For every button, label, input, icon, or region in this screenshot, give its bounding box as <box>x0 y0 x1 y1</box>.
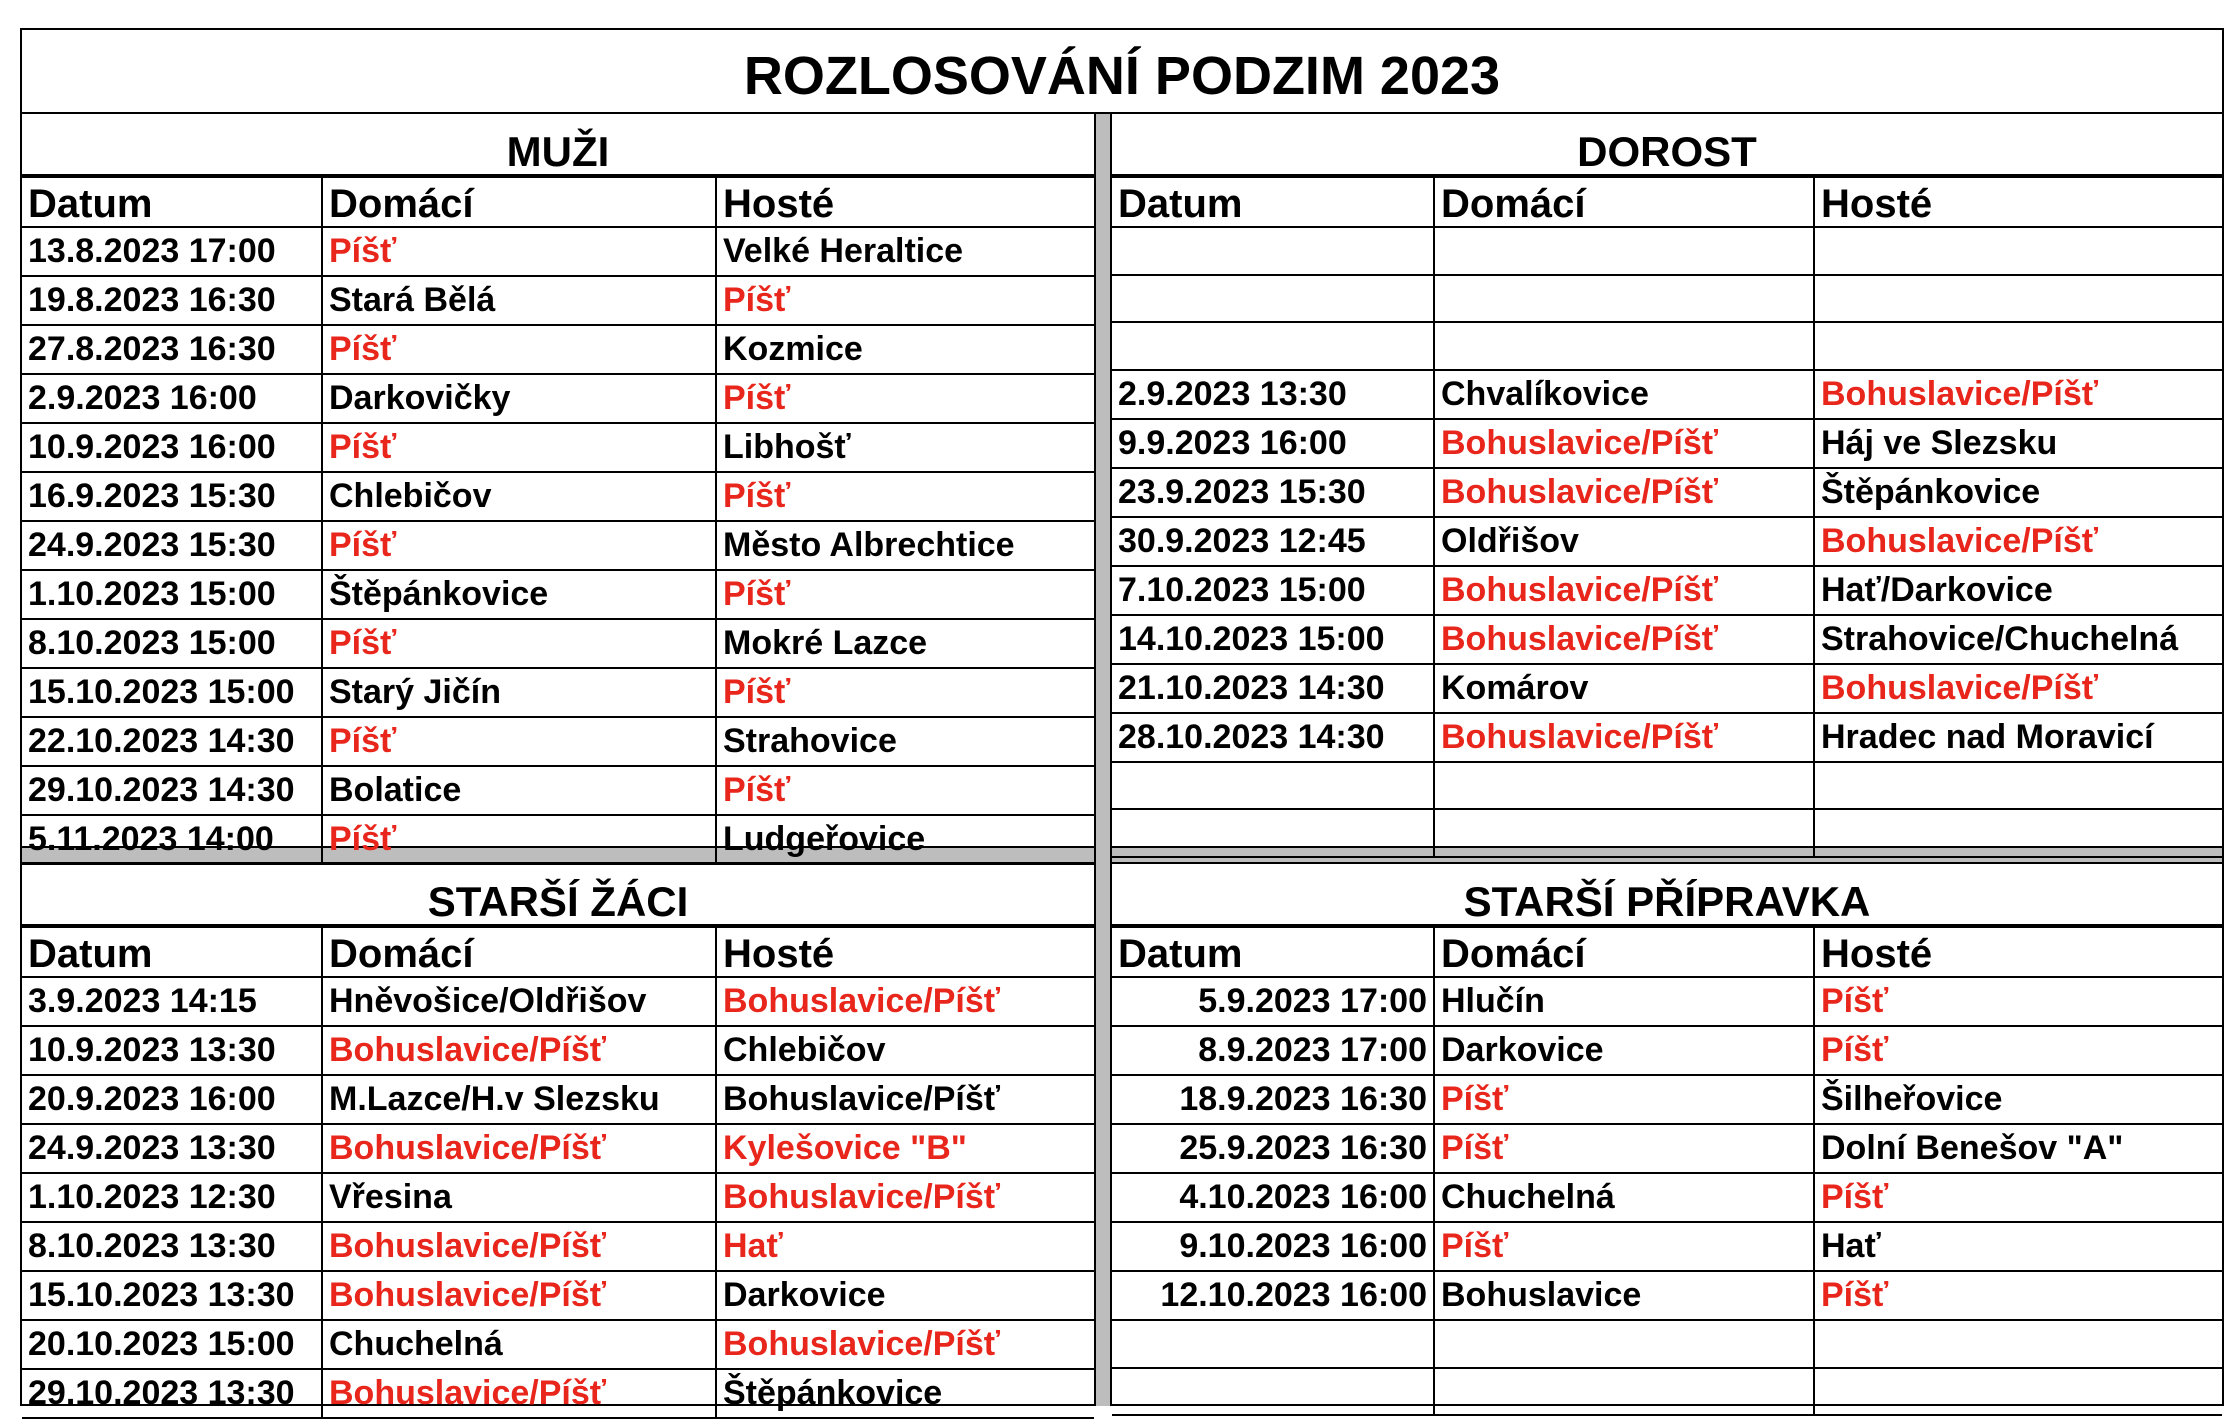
table-row <box>1112 1222 2222 1271</box>
table-row <box>22 1222 1094 1271</box>
away-team: Píšť <box>716 766 1094 815</box>
match-date <box>1112 762 1434 810</box>
table-row <box>1112 1271 2222 1320</box>
away-team: Štěpánkovice <box>716 1369 1094 1418</box>
away-team <box>1814 322 2222 370</box>
home-team: Píšť <box>1434 1222 1814 1271</box>
table-header-row <box>22 927 1094 977</box>
match-date: 16.9.2023 15:30 <box>22 472 322 521</box>
schedule-table <box>1112 176 2222 858</box>
table-row <box>1112 809 2222 857</box>
home-team: Hlučín <box>1434 977 1814 1026</box>
away-team: Hať/Darkovice <box>1814 566 2222 615</box>
schedule-table <box>22 176 1094 865</box>
table-row <box>1112 419 2222 468</box>
away-team: Šilheřovice <box>1814 1075 2222 1124</box>
match-date: 9.9.2023 16:00 <box>1112 419 1434 468</box>
match-date: 19.8.2023 16:30 <box>22 276 322 325</box>
match-date: 3.9.2023 14:15 <box>22 977 322 1026</box>
match-date: 8.10.2023 15:00 <box>22 619 322 668</box>
home-team: Darkovice <box>1434 1026 1814 1075</box>
section-dorost <box>1112 114 2222 846</box>
home-team: Bohuslavice/Píšť <box>322 1222 716 1271</box>
table-row <box>1112 1026 2222 1075</box>
table-row <box>22 423 1094 472</box>
table-row <box>1112 322 2222 370</box>
home-team: Píšť <box>322 815 716 864</box>
match-date: 4.10.2023 16:00 <box>1112 1173 1434 1222</box>
table-row <box>22 1026 1094 1075</box>
table-row <box>1112 615 2222 664</box>
table-row <box>22 1173 1094 1222</box>
home-team: Píšť <box>322 325 716 374</box>
away-team: Dolní Benešov "A" <box>1814 1124 2222 1173</box>
table-row <box>22 276 1094 325</box>
table-row <box>22 1075 1094 1124</box>
home-team: Darkovičky <box>322 374 716 423</box>
away-team: Píšť <box>1814 977 2222 1026</box>
schedule-table <box>22 926 1094 1419</box>
table-row <box>22 374 1094 423</box>
home-team: Bohuslavice/Píšť <box>1434 566 1814 615</box>
home-team: Chlebičov <box>322 472 716 521</box>
table-row <box>1112 227 2222 275</box>
match-date: 15.10.2023 13:30 <box>22 1271 322 1320</box>
match-date: 1.10.2023 12:30 <box>22 1173 322 1222</box>
home-team: Chvalíkovice <box>1434 370 1814 419</box>
table-row <box>1112 1368 2222 1416</box>
away-team: Píšť <box>1814 1026 2222 1075</box>
home-team: Píšť <box>1434 1075 1814 1124</box>
table-row <box>1112 762 2222 810</box>
table-row <box>22 472 1094 521</box>
vertical-divider <box>1094 114 1112 1406</box>
home-team <box>1434 762 1814 810</box>
table-row <box>22 668 1094 717</box>
match-date <box>1112 1320 1434 1368</box>
home-team: Píšť <box>322 423 716 472</box>
away-team <box>1814 1320 2222 1368</box>
away-team: Háj ve Slezsku <box>1814 419 2222 468</box>
column-header-home: Domácí <box>1434 927 1814 977</box>
home-team: Štěpánkovice <box>322 570 716 619</box>
home-team: Chuchelná <box>1434 1173 1814 1222</box>
match-date: 10.9.2023 16:00 <box>22 423 322 472</box>
away-team: Bohuslavice/Píšť <box>1814 664 2222 713</box>
table-row <box>22 570 1094 619</box>
table-row <box>22 227 1094 276</box>
match-date: 1.10.2023 15:00 <box>22 570 322 619</box>
match-date: 24.9.2023 13:30 <box>22 1124 322 1173</box>
column-header-home: Domácí <box>322 177 716 227</box>
match-date: 5.9.2023 17:00 <box>1112 977 1434 1026</box>
match-date: 8.9.2023 17:00 <box>1112 1026 1434 1075</box>
page-title: ROZLOSOVÁNÍ PODZIM 2023 <box>22 30 2222 114</box>
match-date <box>1112 275 1434 323</box>
match-date: 9.10.2023 16:00 <box>1112 1222 1434 1271</box>
away-team: Píšť <box>716 570 1094 619</box>
away-team: Píšť <box>716 276 1094 325</box>
away-team: Bohuslavice/Píšť <box>1814 370 2222 419</box>
away-team: Píšť <box>1814 1173 2222 1222</box>
home-team: Bohuslavice <box>1434 1271 1814 1320</box>
home-team: Chuchelná <box>322 1320 716 1369</box>
match-date: 13.8.2023 17:00 <box>22 227 322 276</box>
table-row <box>1112 977 2222 1026</box>
table-row <box>1112 275 2222 323</box>
away-team: Hať <box>716 1222 1094 1271</box>
match-date: 23.9.2023 15:30 <box>1112 468 1434 517</box>
home-team <box>1434 809 1814 857</box>
home-team: Stará Bělá <box>322 276 716 325</box>
home-team: Píšť <box>1434 1124 1814 1173</box>
match-date: 27.8.2023 16:30 <box>22 325 322 374</box>
match-date <box>1112 809 1434 857</box>
away-team: Darkovice <box>716 1271 1094 1320</box>
home-team: Píšť <box>322 227 716 276</box>
match-date: 7.10.2023 15:00 <box>1112 566 1434 615</box>
away-team: Strahovice/Chuchelná <box>1814 615 2222 664</box>
column-header-date: Datum <box>1112 927 1434 977</box>
away-team: Chlebičov <box>716 1026 1094 1075</box>
away-team <box>1814 762 2222 810</box>
away-team: Píšť <box>1814 1271 2222 1320</box>
match-date: 12.10.2023 16:00 <box>1112 1271 1434 1320</box>
match-date: 2.9.2023 13:30 <box>1112 370 1434 419</box>
table-row <box>1112 1124 2222 1173</box>
away-team: Píšť <box>716 374 1094 423</box>
home-team: Píšť <box>322 619 716 668</box>
table-row <box>1112 713 2222 762</box>
away-team: Bohuslavice/Píšť <box>716 1173 1094 1222</box>
column-header-away: Hosté <box>716 177 1094 227</box>
away-team: Kylešovice "B" <box>716 1124 1094 1173</box>
table-row <box>1112 517 2222 566</box>
match-date: 25.9.2023 16:30 <box>1112 1124 1434 1173</box>
table-row <box>22 717 1094 766</box>
away-team: Ludgeřovice <box>716 815 1094 864</box>
home-team: Vřesina <box>322 1173 716 1222</box>
home-team: Bohuslavice/Píšť <box>1434 615 1814 664</box>
away-team: Bohuslavice/Píšť <box>716 977 1094 1026</box>
column-header-away: Hosté <box>1814 927 2222 977</box>
section-title: STARŠÍ PŘÍPRAVKA <box>1112 864 2222 926</box>
table-row <box>22 766 1094 815</box>
table-row <box>22 325 1094 374</box>
match-date: 10.9.2023 13:30 <box>22 1026 322 1075</box>
away-team: Hať <box>1814 1222 2222 1271</box>
match-date: 15.10.2023 15:00 <box>22 668 322 717</box>
table-row <box>22 1369 1094 1418</box>
match-date: 30.9.2023 12:45 <box>1112 517 1434 566</box>
column-header-away: Hosté <box>716 927 1094 977</box>
column-header-home: Domácí <box>322 927 716 977</box>
match-date: 28.10.2023 14:30 <box>1112 713 1434 762</box>
home-team: Bohuslavice/Píšť <box>322 1369 716 1418</box>
away-team: Bohuslavice/Píšť <box>716 1075 1094 1124</box>
table-row <box>22 1271 1094 1320</box>
away-team: Píšť <box>716 668 1094 717</box>
away-team: Štěpánkovice <box>1814 468 2222 517</box>
away-team: Bohuslavice/Píšť <box>716 1320 1094 1369</box>
home-team <box>1434 1320 1814 1368</box>
section-title: DOROST <box>1112 114 2222 176</box>
match-date: 24.9.2023 15:30 <box>22 521 322 570</box>
section-starsi-pripravka <box>1112 864 2222 1406</box>
home-team: Bohuslavice/Píšť <box>1434 468 1814 517</box>
away-team: Strahovice <box>716 717 1094 766</box>
table-row <box>1112 664 2222 713</box>
table-row <box>1112 1075 2222 1124</box>
home-team: Starý Jičín <box>322 668 716 717</box>
home-team <box>1434 227 1814 275</box>
home-team: Bohuslavice/Píšť <box>1434 713 1814 762</box>
section-muzi <box>22 114 1094 858</box>
table-header-row <box>1112 177 2222 227</box>
home-team: Bolatice <box>322 766 716 815</box>
match-date: 8.10.2023 13:30 <box>22 1222 322 1271</box>
schedule-sheet <box>20 28 2224 1412</box>
home-team <box>1434 1368 1814 1416</box>
away-team <box>1814 227 2222 275</box>
home-team: Bohuslavice/Píšť <box>322 1026 716 1075</box>
column-header-date: Datum <box>22 927 322 977</box>
match-date <box>1112 1368 1434 1416</box>
match-date: 21.10.2023 14:30 <box>1112 664 1434 713</box>
column-header-away: Hosté <box>1814 177 2222 227</box>
home-team: Bohuslavice/Píšť <box>1434 419 1814 468</box>
table-header-row <box>1112 927 2222 977</box>
away-team: Velké Heraltice <box>716 227 1094 276</box>
home-team: Píšť <box>322 521 716 570</box>
match-date: 18.9.2023 16:30 <box>1112 1075 1434 1124</box>
match-date: 2.9.2023 16:00 <box>22 374 322 423</box>
home-team: M.Lazce/H.v Slezsku <box>322 1075 716 1124</box>
section-title: MUŽI <box>22 114 1094 176</box>
column-header-date: Datum <box>1112 177 1434 227</box>
match-date: 29.10.2023 13:30 <box>22 1369 322 1418</box>
home-team <box>1434 275 1814 323</box>
away-team: Hradec nad Moravicí <box>1814 713 2222 762</box>
table-row <box>22 815 1094 864</box>
home-team: Hněvošice/Oldřišov <box>322 977 716 1026</box>
table-row <box>1112 1320 2222 1368</box>
match-date <box>1112 322 1434 370</box>
away-team <box>1814 1368 2222 1416</box>
table-row <box>1112 468 2222 517</box>
away-team: Kozmice <box>716 325 1094 374</box>
away-team: Bohuslavice/Píšť <box>1814 517 2222 566</box>
match-date: 14.10.2023 15:00 <box>1112 615 1434 664</box>
table-row <box>22 619 1094 668</box>
away-team: Píšť <box>716 472 1094 521</box>
table-row <box>22 521 1094 570</box>
away-team: Město Albrechtice <box>716 521 1094 570</box>
section-title: STARŠÍ ŽÁCI <box>22 864 1094 926</box>
match-date: 20.10.2023 15:00 <box>22 1320 322 1369</box>
away-team: Libhošť <box>716 423 1094 472</box>
table-row <box>1112 370 2222 419</box>
away-team <box>1814 809 2222 857</box>
table-row <box>22 977 1094 1026</box>
home-team: Bohuslavice/Píšť <box>322 1271 716 1320</box>
match-date: 20.9.2023 16:00 <box>22 1075 322 1124</box>
home-team <box>1434 322 1814 370</box>
column-header-home: Domácí <box>1434 177 1814 227</box>
away-team: Mokré Lazce <box>716 619 1094 668</box>
section-starsi-zaci <box>22 864 1094 1412</box>
home-team: Komárov <box>1434 664 1814 713</box>
match-date: 22.10.2023 14:30 <box>22 717 322 766</box>
table-row <box>1112 566 2222 615</box>
home-team: Bohuslavice/Píšť <box>322 1124 716 1173</box>
column-header-date: Datum <box>22 177 322 227</box>
table-row <box>1112 1173 2222 1222</box>
home-team: Oldřišov <box>1434 517 1814 566</box>
match-date: 29.10.2023 14:30 <box>22 766 322 815</box>
away-team <box>1814 275 2222 323</box>
match-date <box>1112 227 1434 275</box>
match-date: 5.11.2023 14:00 <box>22 815 322 864</box>
schedule-table <box>1112 926 2222 1416</box>
table-header-row <box>22 177 1094 227</box>
table-row <box>22 1124 1094 1173</box>
home-team: Píšť <box>322 717 716 766</box>
table-row <box>22 1320 1094 1369</box>
